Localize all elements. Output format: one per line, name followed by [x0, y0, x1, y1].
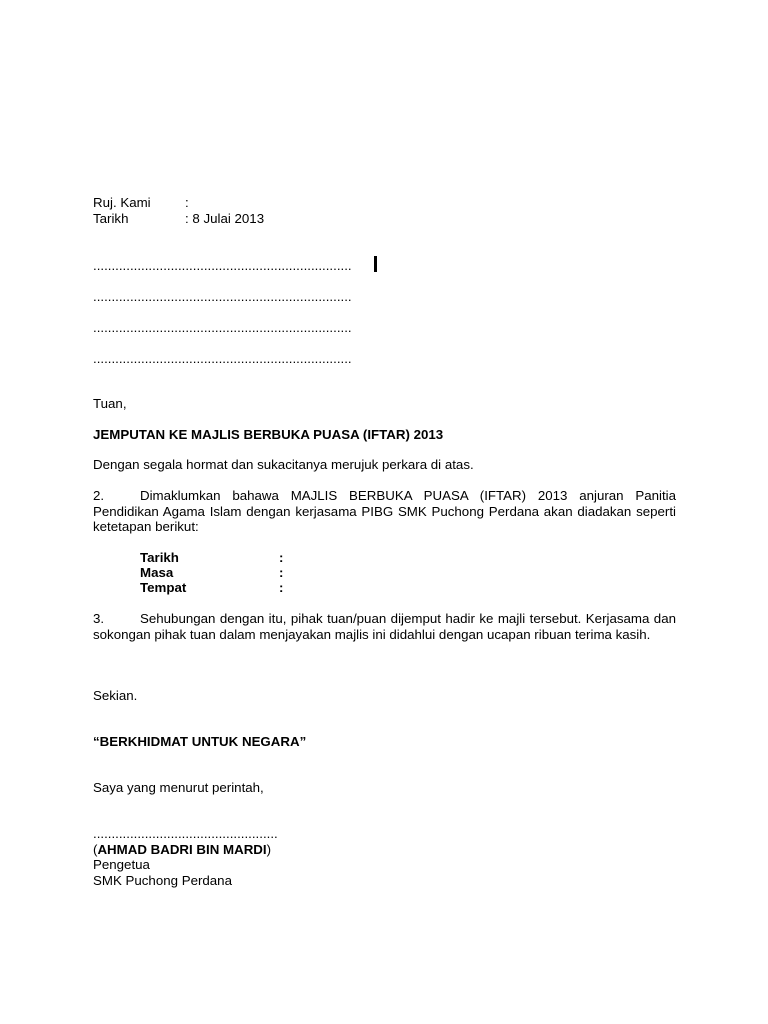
subject-heading: JEMPUTAN KE MAJLIS BERBUKA PUASA (IFTAR) 2013	[93, 427, 444, 442]
text-cursor	[374, 256, 377, 272]
detail-label-date: Tarikh	[140, 550, 179, 565]
opening-line: Dengan segala hormat dan sukacitanya merujuk perkara di atas.	[93, 457, 474, 472]
salutation: Tuan,	[93, 396, 127, 411]
date-value: : 8 Julai 2013	[185, 211, 265, 226]
detail-colon-venue: :	[279, 580, 284, 595]
paragraph-2	[93, 488, 676, 535]
detail-colon-time: :	[279, 565, 284, 580]
signatory-position: Pengetua	[93, 857, 150, 872]
detail-colon-date: :	[279, 550, 284, 565]
sign-off: Saya yang menurut perintah,	[93, 780, 264, 795]
detail-label-time: Masa	[140, 565, 174, 580]
address-line-1[interactable]: ......................................................................	[93, 258, 352, 273]
close-paren: )	[266, 842, 272, 857]
address-line-2[interactable]: ......................................................................	[93, 289, 352, 304]
paragraph-3-text: Sehubungan dengan itu, pihak tuan/puan dijemput hadir ke majli tersebut. Kerjasama dan sokongan pihak tuan dalam menjayakan majlis ini didahlui dengan ucapan ribuan terima kasih.	[93, 611, 676, 642]
paragraph-3	[93, 611, 676, 642]
date-label: Tarikh	[93, 211, 129, 226]
motto: “BERKHIDMAT UNTUK NEGARA”	[93, 734, 307, 749]
signatory-school: SMK Puchong Perdana	[93, 873, 232, 888]
paragraph-3-number: 3.	[93, 611, 105, 626]
ref-value: :	[185, 195, 189, 210]
detail-label-venue: Tempat	[140, 580, 187, 595]
address-line-4[interactable]: ......................................................................	[93, 351, 352, 366]
ref-label: Ruj. Kami	[93, 195, 151, 210]
signatory-name-line	[93, 842, 271, 858]
address-line-3[interactable]: ......................................................................	[93, 320, 352, 335]
paragraph-2-text: Dimaklumkan bahawa MAJLIS BERBUKA PUASA (IFTAR) 2013 anjuran Panitia Pendidikan Agama Islam dengan kerjasama PIBG SMK Puchong Perdana akan diadakan seperti ketetapan berikut:	[93, 488, 676, 534]
open-paren: (	[93, 842, 98, 857]
paragraph-2-number: 2.	[93, 488, 105, 503]
signature-line: ..................................................	[93, 826, 278, 841]
signatory-name: AHMAD BADRI BIN MARDI	[97, 842, 267, 857]
closing-line: Sekian.	[93, 688, 138, 703]
